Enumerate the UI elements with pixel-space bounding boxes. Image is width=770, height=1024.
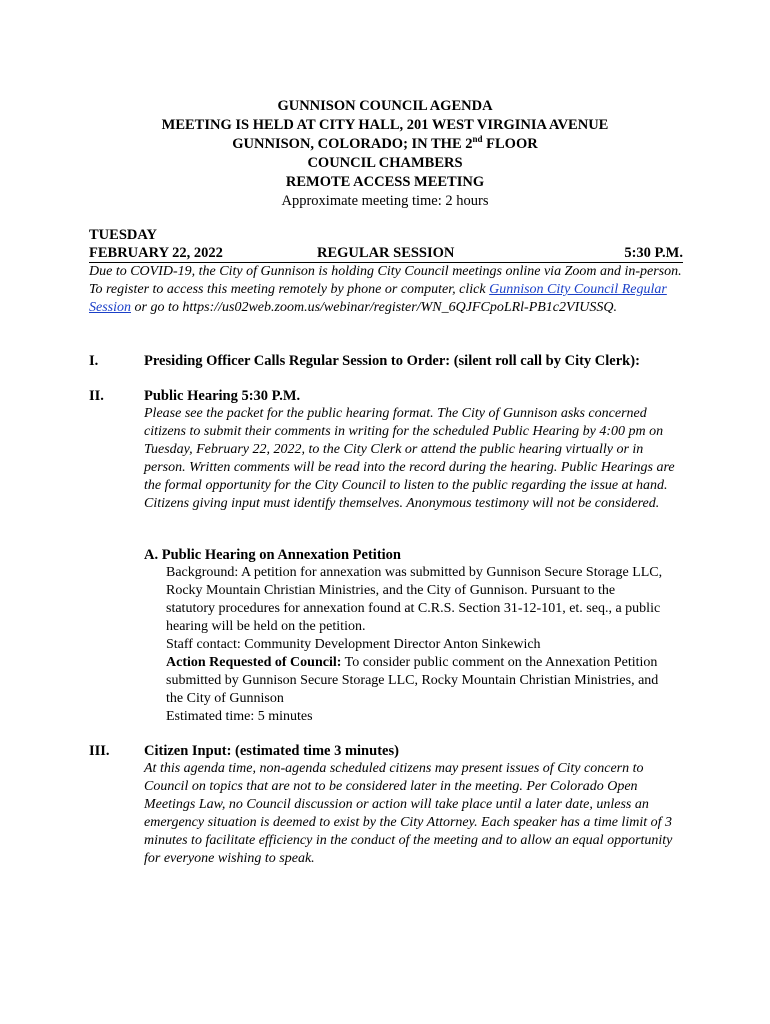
section-body: At this agenda time, non-agenda scheduled citizens may present issues of City concern to Council on topics that are not to be considered later in the meeting. Per Colorado Open Meetings Law, no Council discussion or action will take place until a later date, unless an emergency situation is deemed to exist by the City Attorney. Each speaker has a time limit of 3 minutes to facilitate efficiency in the conduct of the meeting and to allow an equal opportunity for everyone wishing to speak. bbox=[144, 761, 673, 866]
registration-link[interactable]: Gunnison City Council Regular Session bbox=[89, 282, 667, 315]
meeting-duration: Approximate meeting time: 2 hours bbox=[281, 193, 489, 209]
subsection-body bbox=[166, 564, 666, 726]
meeting-date-row bbox=[89, 244, 683, 263]
section-body: Please see the packet for the public hearing format. The City of Gunnison asks concerned citizens to submit their comments in writing for the scheduled Public Hearing by 4:00 pm on Tuesday, February 22, 2022, to the City Clerk or attend the public hearing virtually or in person. Written comments will be read into the record during the hearing. Public Hearings are the formal opportunity for the City Council to listen to the public regarding the issue at hand. Citizens giving input must identify themselves. Anonymous testimony will not be considered. bbox=[144, 406, 675, 511]
meeting-date: FEBRUARY 22, 2022 bbox=[89, 245, 223, 261]
meeting-floor: GUNNISON, COLORADO; IN THE 2nd FLOOR bbox=[232, 134, 538, 152]
agenda-title: GUNNISON COUNCIL AGENDA bbox=[277, 98, 493, 114]
meeting-type: REMOTE ACCESS MEETING bbox=[285, 174, 485, 190]
section-title: Public Hearing 5:30 P.M. bbox=[144, 388, 301, 404]
section-number: III. bbox=[89, 743, 110, 759]
meeting-date-block bbox=[89, 226, 683, 263]
subsection-staff: Staff contact: Community Development Director Anton Sinkewich bbox=[166, 637, 541, 652]
section-title: Citizen Input: (estimated time 3 minutes) bbox=[144, 743, 399, 759]
section-number: I. bbox=[89, 353, 99, 369]
section-title: Presiding Officer Calls Regular Session to Order: (silent roll call by City Clerk): bbox=[144, 353, 640, 369]
section-number: II. bbox=[89, 388, 104, 404]
meeting-location: MEETING IS HELD AT CITY HALL, 201 WEST VIRGINIA AVENUE bbox=[161, 117, 609, 133]
subsection-background: Background: A petition for annexation was submitted by Gunnison Secure Storage LLC, Rocky Mountain Christian Ministries, and the City of Gunnison. Pursuant to the statutory procedures for annexation found at C.R.S. Section 31-12-101, et. seq., a public hearing will be held on the petition. bbox=[166, 565, 663, 634]
subsection-title: A. Public Hearing on Annexation Petition bbox=[144, 547, 401, 563]
meeting-session: REGULAR SESSION bbox=[317, 245, 455, 261]
meeting-day: TUESDAY bbox=[89, 227, 157, 243]
agenda-header bbox=[0, 97, 770, 211]
meeting-time: 5:30 P.M. bbox=[624, 245, 683, 261]
subsection-estimated-time: Estimated time: 5 minutes bbox=[166, 709, 313, 724]
meeting-room: COUNCIL CHAMBERS bbox=[307, 155, 463, 171]
covid-notice: Due to COVID-19, the City of Gunnison is holding City Council meetings online via Zoom and in-person. To register to access this meeting remotely by phone or computer, click Gunnison City Council Regular Session or go to https://us02web.zoom.us/webinar/register/WN_6QJFCpoLRl-PB1c2VIUSSQ. bbox=[89, 264, 682, 315]
subsection-action: Action Requested of Council: To consider public comment on the Annexation Petition submitted by Gunnison Secure Storage LLC, Rocky Mountain Christian Ministries, and the City of Gunnison bbox=[166, 655, 659, 706]
